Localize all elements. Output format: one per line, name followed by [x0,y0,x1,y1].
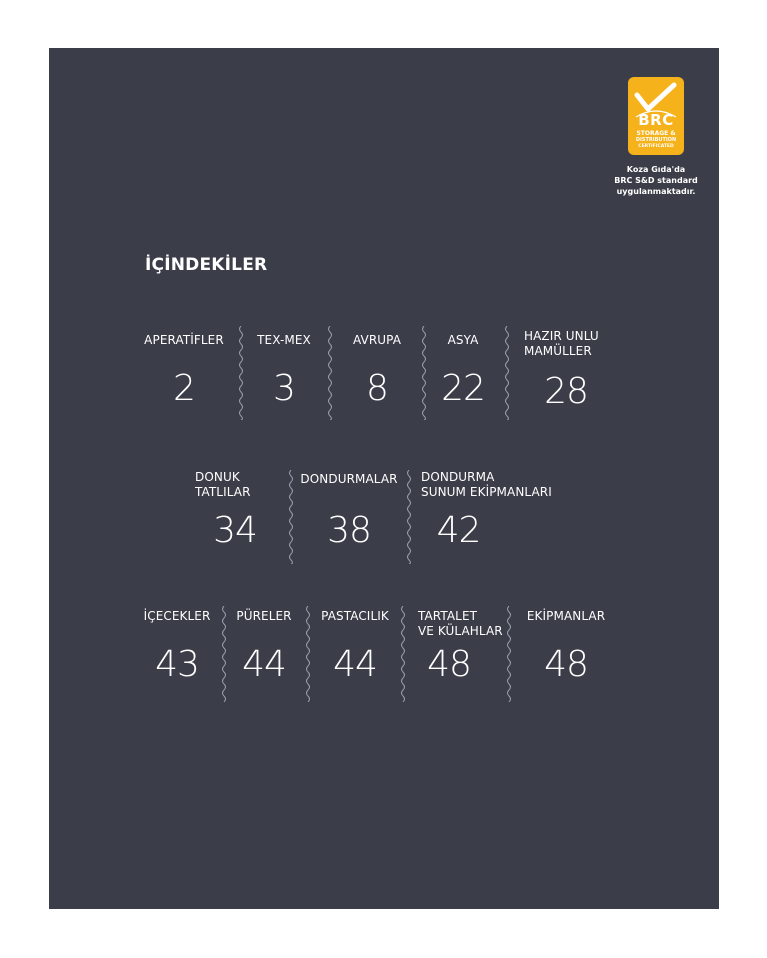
toc-entry-label: PÜRELER [236,609,292,623]
toc-entry-page: 8 [366,368,388,409]
toc-entry-tex-mex[interactable] [245,333,323,413]
toc-entry-pastacilik[interactable] [313,609,397,694]
toc-entry-dondurmalar[interactable] [297,472,401,557]
toc-entry-page: 44 [333,644,377,685]
toc-entry-page: 3 [273,368,295,409]
toc-entry-hazir-unlu-mamuller[interactable] [524,329,608,414]
wavy-divider [406,470,412,564]
toc-entry-pureler[interactable] [227,609,301,694]
toc-entry-label: HAZIR UNLU MAMÜLLER [524,329,599,358]
toc-entry-label: EKİPMANLAR [526,609,606,623]
toc-entry-page: 22 [441,368,485,409]
toc-entry-donuk-tatlilar[interactable] [195,470,275,555]
brc-badge-line2: DISTRIBUTION [635,137,677,143]
toc-entry-avrupa[interactable] [336,333,418,413]
toc-entry-tartalet-ve-kulahlar[interactable] [418,609,503,694]
wavy-divider [238,326,244,420]
wavy-divider [288,470,294,564]
brc-logo [628,77,684,155]
toc-entry-label: DONDURMALAR [300,472,398,486]
toc-entry-page: 48 [427,644,471,685]
toc-entry-asya[interactable] [425,333,501,413]
toc-entry-label: TEX-MEX [257,333,311,347]
toc-entry-page: 2 [173,368,195,409]
toc-entry-aperatifler[interactable] [139,333,229,413]
brc-caption [600,164,712,197]
toc-entry-label: AVRUPA [352,333,402,347]
wavy-divider [504,326,510,420]
toc-entry-page: 34 [213,510,257,551]
wavy-divider [506,606,512,702]
toc-entry-page: 48 [544,644,588,685]
toc-entry-label: TARTALET VE KÜLAHLAR [418,609,503,638]
wavy-divider [327,326,333,420]
brc-caption-line: Koza Gıda'da [626,165,686,174]
brc-badge-line1: STORAGE & [636,130,676,137]
toc-entry-ekipmanlar[interactable] [519,609,613,694]
toc-entry-page: 38 [327,510,371,551]
brc-badge-main: BRC [638,111,674,129]
toc-entry-label: DONDURMA SUNUM EKİPMANLARI [421,470,552,499]
toc-entry-label: ASYA [447,333,479,347]
toc-entry-label: DONUK TATLILAR [195,470,251,499]
toc-entry-page: 44 [242,644,286,685]
toc-entry-label: İÇECEKLER [143,609,211,623]
toc-entry-page: 43 [155,644,199,685]
toc-entry-page: 28 [544,371,588,412]
toc-entry-dondurma-sunum-ekipmanlari[interactable] [421,470,552,555]
toc-entry-icecekler[interactable] [139,609,215,694]
toc-entry-label: APERATİFLER [144,333,224,347]
wavy-divider [305,606,311,702]
brc-caption-line: uygulanmaktadır. [616,187,696,196]
toc-entry-label: PASTACILIK [321,609,389,623]
page-title: İÇİNDEKİLER [145,255,268,275]
wavy-divider [400,606,406,702]
toc-entry-page: 42 [436,510,481,551]
brc-badge-line3: CERTIFICATED [638,144,674,149]
brc-caption-line: BRC S&D standard [614,176,698,185]
